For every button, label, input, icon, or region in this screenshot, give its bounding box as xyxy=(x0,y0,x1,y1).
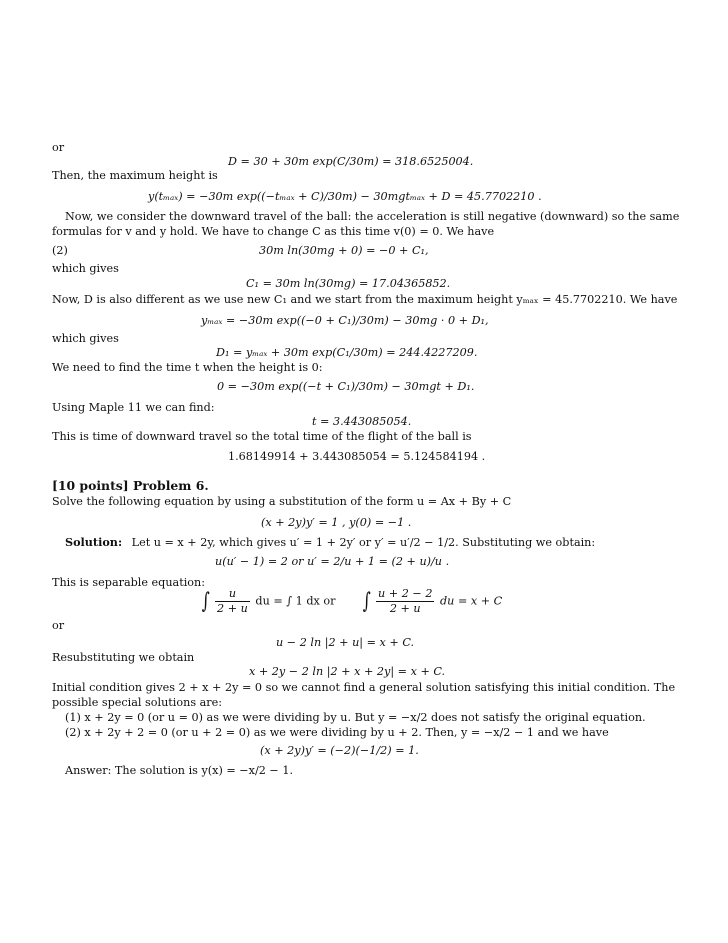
equation-zero-height: 0 = −30m exp((−t + C₁)/30m) − 30mgt + D₁. xyxy=(217,380,475,393)
fraction-2 xyxy=(376,587,434,616)
equation-ode: (x + 2y)y′ = 1 , y(0) = −1 . xyxy=(261,516,412,529)
fraction-1-denominator: 2 + u xyxy=(217,602,248,615)
integral-sign: ∫ xyxy=(362,588,371,614)
equation-c1: C₁ = 30m ln(30mg) = 17.04365852. xyxy=(246,277,451,290)
equation-ymax-2: yₘₐₓ = −30m exp((−0 + C₁)/30m) − 30mg · 0 + D₁, xyxy=(201,314,489,327)
special-solution-1: (1) x + 2y = 0 (or u = 0) as we were dividing by u. But y = −x/2 does not satisfy the original equation. xyxy=(65,711,646,724)
equation-d: D = 30 + 30m exp(C/30m) = 318.6525004. xyxy=(228,155,474,168)
text-or-2: or xyxy=(52,619,65,632)
text-maple: Using Maple 11 we can find: xyxy=(52,401,215,414)
text-which-gives-1: which gives xyxy=(52,262,119,275)
problem-statement: Solve the following equation by using a substitution of the form u = Ax + By + C xyxy=(52,495,512,508)
problem-heading: [10 points] Problem 6. xyxy=(52,478,209,493)
text-separable: This is separable equation: xyxy=(52,576,205,589)
text-which-gives-2: which gives xyxy=(52,332,119,345)
text-total-time: This is time of downward travel so the total time of the flight of the ball is xyxy=(52,430,472,443)
text-initial-line2: possible special solutions are: xyxy=(52,696,223,709)
paragraph-downward-line1: Now, we consider the downward travel of the ball: the acceleration is still negative (downward) so the same xyxy=(65,210,680,223)
text-new-d: Now, D is also different as we use new C₁ and we start from the maximum height yₘₐₓ = 45.7702210. We have xyxy=(52,293,678,306)
equation-tag-2: (2) xyxy=(52,244,68,257)
document-page xyxy=(52,0,682,943)
solution-line xyxy=(52,535,695,550)
equation-t: t = 3.443085054. xyxy=(312,415,412,428)
equation-ln: u − 2 ln |2 + u| = x + C. xyxy=(276,636,415,649)
fraction-2-denominator: 2 + u xyxy=(389,602,421,615)
equation-check: (x + 2y)y′ = (−2)(−1/2) = 1. xyxy=(260,744,419,757)
equation-total: 1.68149914 + 3.443085054 = 5.124584194 . xyxy=(228,450,486,463)
paragraph-downward-line2: formulas for v and y hold. We have to change C as this time v(0) = 0. We have xyxy=(52,225,495,238)
integral-middle: du = ∫ 1 dx or xyxy=(255,594,336,608)
equation-integrals xyxy=(200,587,502,616)
fraction-2-numerator: u + 2 − 2 xyxy=(378,587,433,600)
equation-ymax: y(tₘₐₓ) = −30m exp((−tₘₐₓ + C)/30m) − 30mgtₘₐₓ + D = 45.7702210 . xyxy=(148,190,542,203)
text-then: Then, the maximum height is xyxy=(52,169,218,182)
integral-end: du = x + C xyxy=(440,594,503,608)
equation-d1: D₁ = yₘₐₓ + 30m exp(C₁/30m) = 244.4227209. xyxy=(216,346,478,359)
text-or: or xyxy=(52,141,65,154)
fraction-1-numerator: u xyxy=(215,587,250,602)
integral-sign: ∫ xyxy=(201,588,210,614)
answer-line: Answer: The solution is y(x) = −x/2 − 1. xyxy=(65,764,294,777)
solution-label: Solution: xyxy=(65,535,123,549)
text-need-t: We need to find the time t when the height is 0: xyxy=(52,361,323,374)
solution-text: Let u = x + 2y, which gives u′ = 1 + 2y′ or y′ = u′/2 − 1/2. Substituting we obtain: xyxy=(131,536,596,549)
equation-2: 30m ln(30mg + 0) = −0 + C₁, xyxy=(259,244,429,257)
equation-resubstituted: x + 2y − 2 ln |2 + x + 2y| = x + C. xyxy=(249,665,446,678)
text-initial-line1: Initial condition gives 2 + x + 2y = 0 so we cannot find a general solution satisfying this initial condition. The xyxy=(52,681,676,694)
text-resubstituting: Resubstituting we obtain xyxy=(52,651,195,664)
fraction-1 xyxy=(215,587,250,616)
equation-u: u(u′ − 1) = 2 or u′ = 2/u + 1 = (2 + u)/u . xyxy=(215,555,450,568)
special-solution-2: (2) x + 2y + 2 = 0 (or u + 2 = 0) as we were dividing by u + 2. Then, y = −x/2 − 1 and we have xyxy=(65,726,609,739)
